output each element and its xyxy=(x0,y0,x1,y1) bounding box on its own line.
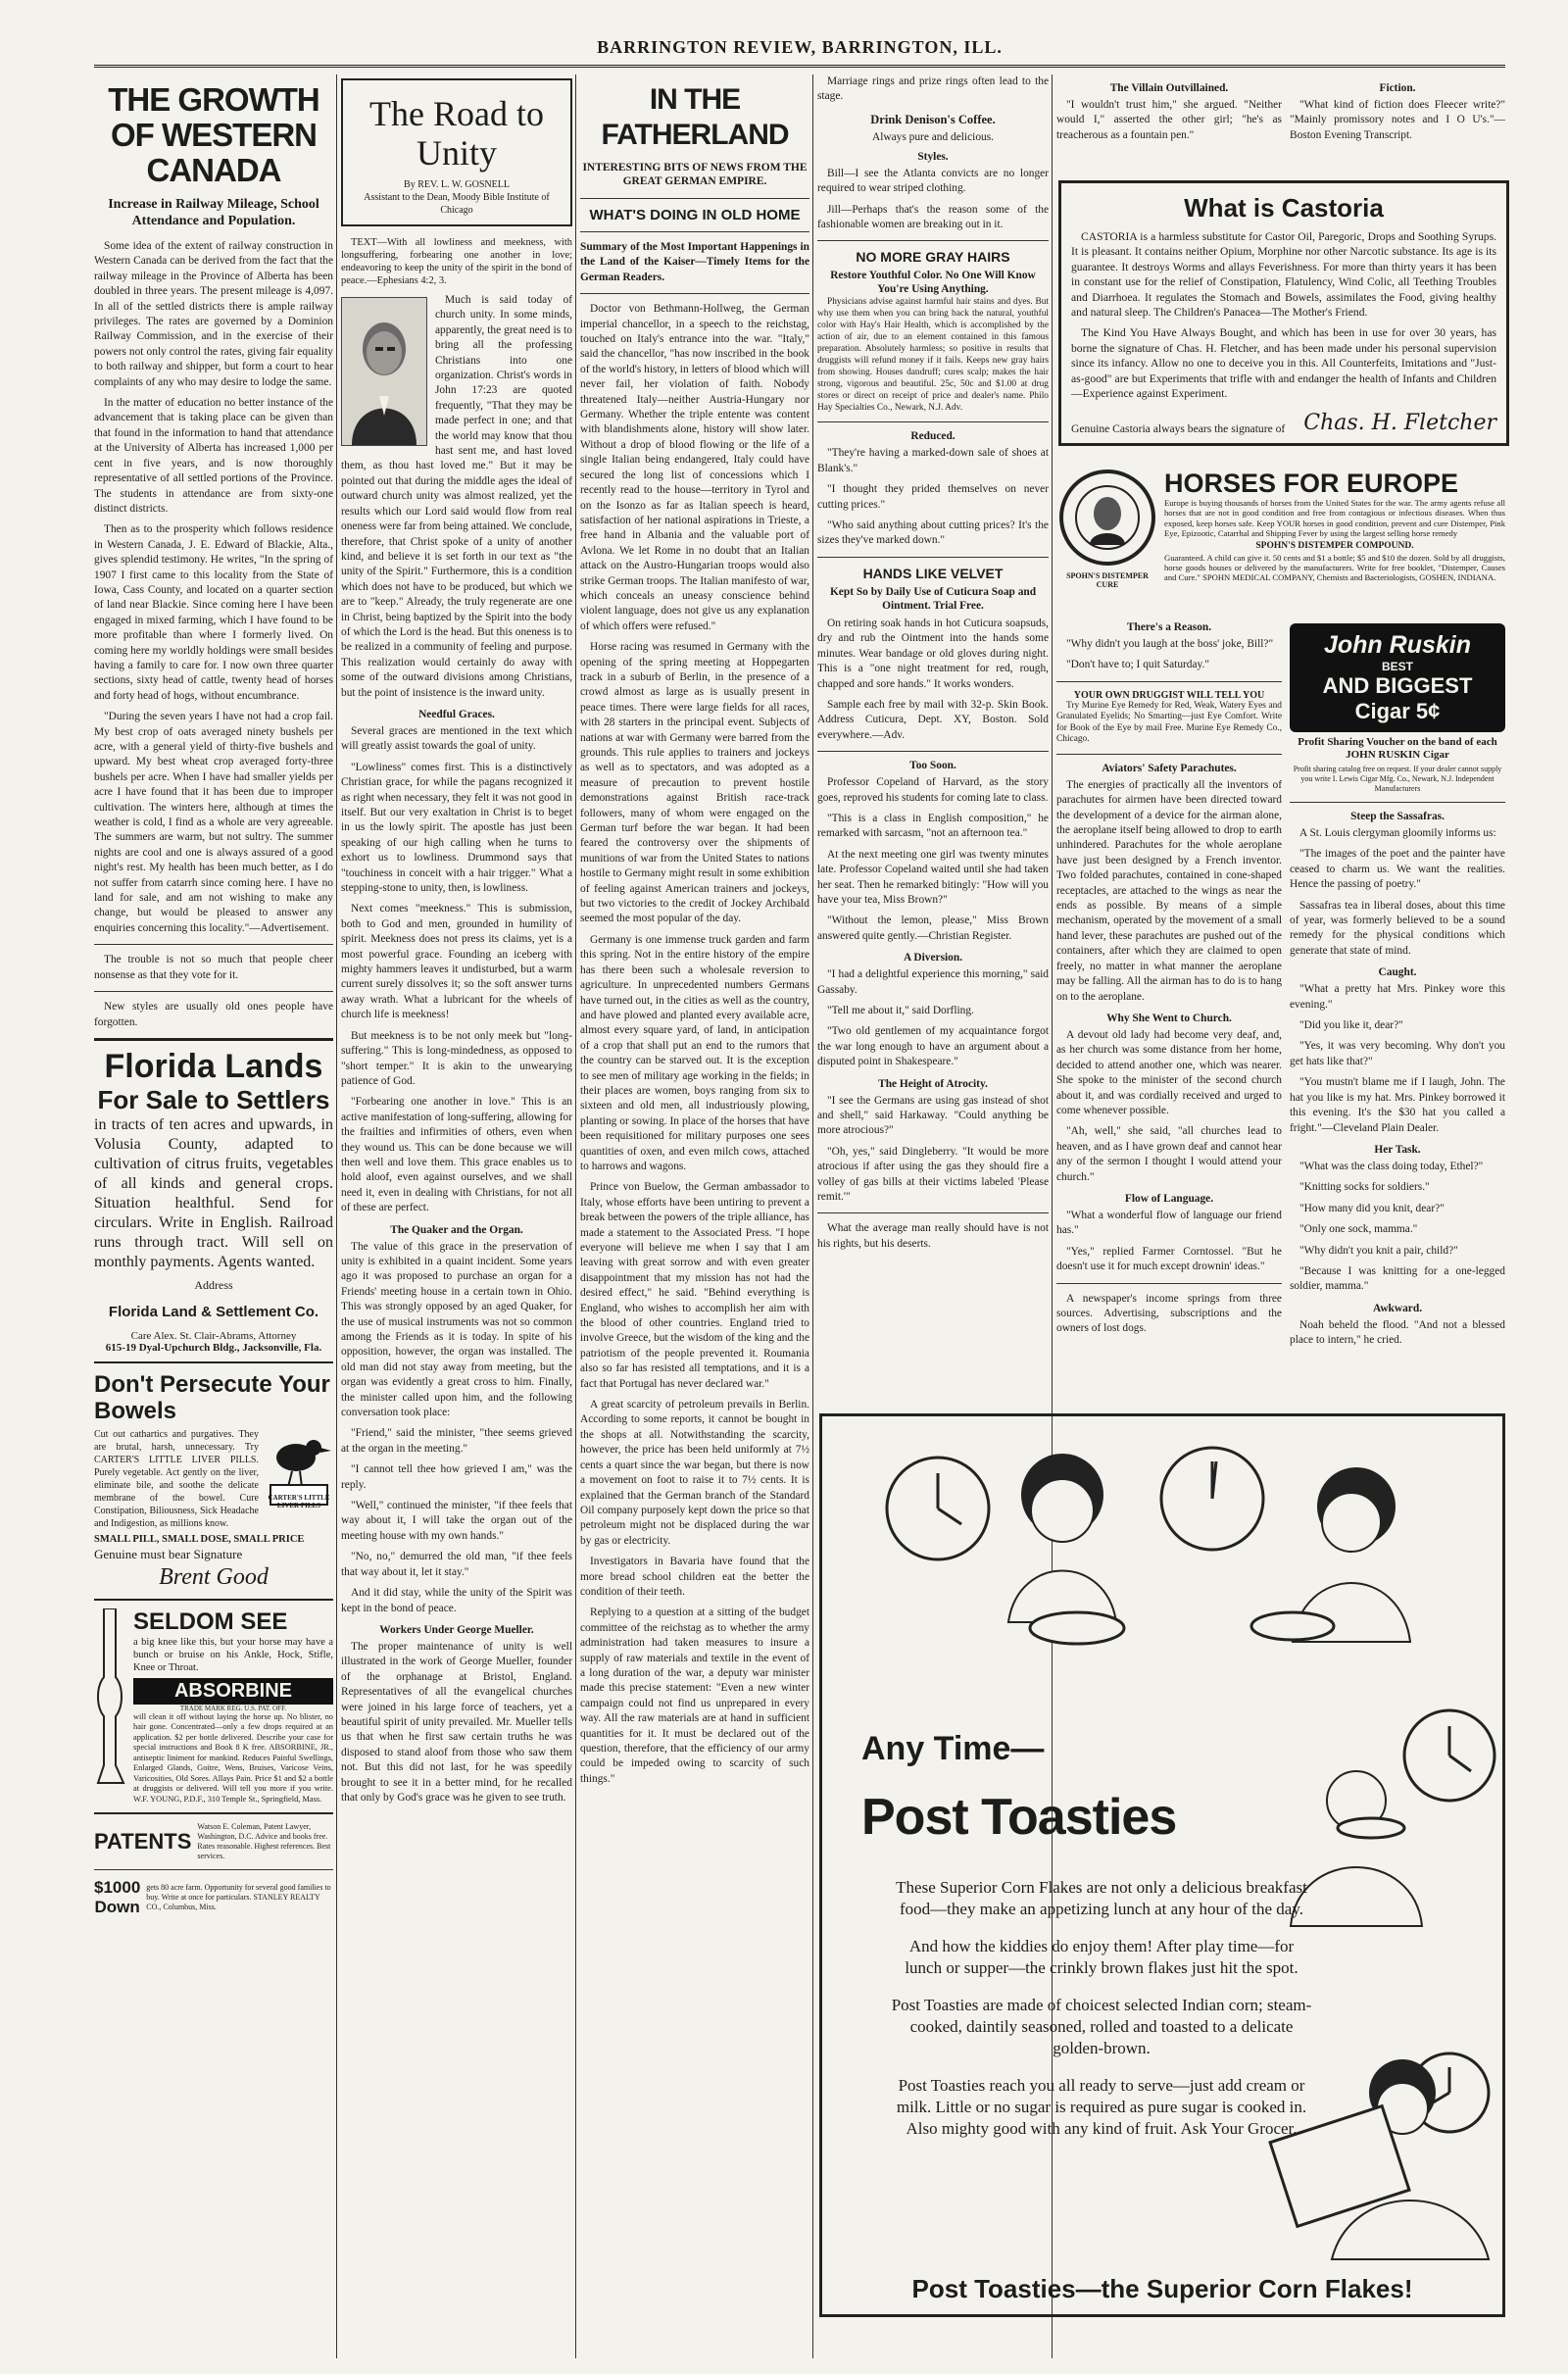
joke-line: At the next meeting one girl was twenty minutes late. Professor Copeland waited until she had taken her seat. Then he remarked bitingly: "How will you have your tea, Miss Brown?" xyxy=(817,848,1049,906)
carters-headline: Don't Persecute Your Bowels xyxy=(94,1370,330,1424)
castoria-body: The Kind You Have Always Bought, and which has been in use for over 30 years, has borne the signature of Chas. H. Fletcher, and has been made under his personal supervision since its infancy. Allow no one to deceive you in this. All Counterfeits, Imitations and "Just-as-good" are but Experiments that trifle with and endanger the health of Infants and Children—Experience against Experiment. xyxy=(1071,326,1496,401)
road-section-heading: The Quaker and the Organ. xyxy=(390,1223,523,1236)
joke-line: Professor Copeland of Harvard, as the story goes, reproved his students for coming late to class. xyxy=(817,776,1049,804)
florida-body: in tracts of ten acres and upwards, in Volusia County, adapted to cultivation of citrus fruits, vegetables of all kinds and general crops. Situation healthful. Send for circulars. Write in English. Railroad runs through tract. Will sell on monthly payments. Agents wanted. xyxy=(94,1115,333,1270)
castoria-headline: What is Castoria xyxy=(1184,193,1384,223)
article-paragraph: "Lowliness" comes first. This is a distinctively Christian grace, for while the pagans recognized it as right when necessary, they felt it was not good in itself. But our very exaltation in Christ is to beget in us the lowly spirit. The apostle has just been speaking of our high calling when he turns to exhort us to lowliness. Drummond says that "touchiness in conceit with a hair trigger." What a stepping-stone to unity, then, is lowliness. xyxy=(341,761,572,895)
spohn-badge-label: SPOHN'S DISTEMPER CURE xyxy=(1066,571,1149,589)
fatherland-deck: WHAT'S DOING IN OLD HOME xyxy=(589,207,801,223)
road-byline-title: Assistant to the Dean, Moody Bible Institute of Chicago xyxy=(364,192,550,216)
post-toasties-paragraph: Post Toasties are made of choicest selected Indian corn; steam-cooked, daintily seasoned, rolled and toasted to a delicate golden-brown. xyxy=(891,1996,1312,2057)
column-3 xyxy=(580,74,809,2358)
absorbine-tail: will clean it off without laying the horse up. No blister, no hair gone. Concentrated—only a few drops required at an application. $2 per bottle delivered. Describe your case for special instructions and Book 8 K free. ABSORBINE, JR., antiseptic liniment for mankind. Reduces Painful Swellings, Enlarged Glands, Goitre, Wens, Bruises, Varicose Veins, Varicosities, Old Sores. Allays Pain. Price $1 and $2 a bottle at druggists or delivered. Will tell you more if you write. W.F. YOUNG, P.D.F., 310 Temple St., Springfield, Mass. xyxy=(133,1711,333,1804)
joke-line: "Only one sock, mamma." xyxy=(1299,1223,1418,1236)
road-text: TEXT—With all lowliness and meekness, with longsuffering, forbearing one another in love; endeavoring to keep the unity of the spirit in the bond of peace.—Ephesians 4:2, 3. xyxy=(341,237,572,286)
castoria-signature-note: Genuine Castoria always bears the signature of xyxy=(1071,422,1286,436)
absorbine-headline: SELDOM SEE xyxy=(133,1607,288,1635)
joke-line: "What was the class doing today, Ethel?" xyxy=(1299,1160,1484,1172)
horses-tail: Guaranteed. A child can give it. 50 cents and $1 a bottle; $5 and $10 the dozen. Sold by all druggists, horse goods houses or delivered by the manufacturers. Write for free booklet, "Distemper, Causes and Cure." SPOHN MEDICAL COMPANY, Chemists and Bacteriologists, GOSHEN, INDIANA. xyxy=(1164,552,1505,583)
article-paragraph: Investigators in Bavaria have found that the more bread school children eat the better the condition of their teeth. xyxy=(580,1556,809,1598)
article-paragraph: "Forbearing one another in love." This is an active manifestation of long-suffering, allowing for the frailties and infirmities of others, even when they wound us. This can be done because we will then well and love them. This grace enables us to hold aloof, even against ourselves, and we shall need it, even in dealing with Christians, for not all of these are perfect. xyxy=(341,1096,572,1214)
article-paragraph: Horse racing was resumed in Germany with the opening of the spring meeting at Hoppegarten track in a suburb of Berlin, in the presence of a crowd almost as large as is usually present in peace times. There were large fields for all races, with 28 starters in the principal event. Subjects of nations at war with Germany were barred from the grounds. This rule applies to trainers and jockeys as well as to spectators, and was adopted as a measure of precaution to prevent hostile demonstrations against British race-track followers, many of whom were engaged on the German turf before the war began. It had been feared the controversy over the shipments of munitions of war from the United States to nations hostile to Germany might result in some exhibition of feeling against American trainers and jockeys, but two victories to the credit of Jockey Archibald seemed the most popular of the day. xyxy=(580,641,809,925)
divider xyxy=(94,1869,333,1870)
article-paragraph: On retiring soak hands in hot Cuticura soapsuds, dry and rub the Ointment into the hands some minutes. Wear bandage or old gloves during night. This is a "one night treatment for red, rough, chapped and sore hands." It works wonders. xyxy=(817,617,1049,690)
joke-heading: Fiction. xyxy=(1379,82,1416,94)
joke-line: Sassafras tea in liberal doses, about this time of year, was formerly believed to be a sound remedy for the physical conditions which generate that state of mind. xyxy=(1290,899,1505,957)
article-paragraph: Some idea of the extent of railway construction in Western Canada can be derived from the fact that the railway mileage in the Province of Alberta has been doubled in three years. The present mileage is 4,097. In all of the settled districts there is ample railway privileges. The rates are governed by a Dominion Railway Commission, and in the exercise of their powers not only control the rates, giving fair equality to both railway and shipper, but form a court to hear complaints of any who may desire to lodge the same. xyxy=(94,240,333,388)
divider xyxy=(817,751,1049,752)
article-heading: Aviators' Safety Parachutes. xyxy=(1102,762,1237,774)
florida-company: Florida Land & Settlement Co. xyxy=(108,1303,319,1320)
spohn-badge xyxy=(1058,469,1156,589)
ruskin-offer: Profit Sharing Voucher on the band of each JOHN RUSKIN Cigar xyxy=(1298,736,1497,761)
joke-line: "Did you like it, dear?" xyxy=(1299,1019,1403,1032)
divider xyxy=(580,198,809,199)
joke-line: "I wouldn't trust him," she argued. "Neither would I," asserted the other girl; "he's as treacherous as a fountain pen." xyxy=(1056,99,1282,141)
joke-line: "I had a delightful experience this morning," said Gassaby. xyxy=(817,968,1049,996)
carters-tagline: SMALL PILL, SMALL DOSE, SMALL PRICE xyxy=(94,1533,305,1545)
joke-line: "Two old gentlemen of my acquaintance forgot the war long enough to have an argument about a disputed point in Shakespeare." xyxy=(817,1025,1049,1068)
fatherland-summary: Summary of the Most Important Happenings in the Land of the Kaiser—Timely Items for the German Readers. xyxy=(580,241,809,283)
joke-line: "Yes," replied Farmer Corntossel. "But he doesn't use it for much except drownin' ideas." xyxy=(1056,1245,1282,1273)
joke-heading: There's a Reason. xyxy=(1126,621,1212,633)
castoria-signature: Chas. H. Fletcher xyxy=(1303,411,1496,436)
joke-heading: Reduced. xyxy=(910,430,956,443)
joke-line: "Oh, yes," said Dingleberry. "It would be more atrocious if after using the gas they should fire a volley of gas bills at their victims labeled 'Please remit.'" xyxy=(817,1145,1049,1204)
horses-headline: HORSES FOR EUROPE xyxy=(1164,469,1459,498)
horses-body: Europe is buying thousands of horses from the United States for the war. The army agents refuse all horses that are not in good condition and free from contagious or infectious diseases. When thus exposed, keep horses safe. Keep YOUR horses in good condition, prevent and cure Distemper, Pink Eye, Epizootic, Catarrhal and Shipping Fever by using the largest selling horse remedy xyxy=(1164,498,1505,539)
joke-line: "Who said anything about cutting prices? It's the sizes they've marked down." xyxy=(817,519,1049,547)
divider xyxy=(1056,1283,1282,1284)
joke-line: "What a wonderful flow of language our friend has." xyxy=(1056,1209,1282,1237)
joke-heading: A Diversion. xyxy=(903,952,963,964)
joke-line: "What kind of fiction does Fleecer write?" "Mainly promissory notes and I O U's."—Boston Evening Transcript. xyxy=(1290,99,1505,141)
article-paragraph: "No, no," demurred the old man, "if thee feels that way about it, let it stay." xyxy=(341,1551,572,1578)
author-portrait xyxy=(341,297,427,446)
horse-leg-icon xyxy=(94,1608,127,1795)
absorbine-trademark: TRADE MARK REG. U.S. PAT. OFF. xyxy=(179,1704,287,1712)
post-toasties-any-time: Any Time— xyxy=(861,1730,1045,1767)
joke-line: "The images of the poet and the painter have ceased to charm us. We want the realities. Hence the passing of poetry." xyxy=(1290,848,1505,891)
article-paragraph: Much is said today of church unity. In some minds, apparently, the great need is to bring all the professing Christians into one organization. Christ's words in John 17:23 are quoted frequently, "That they may be made perfect in one; and that the world may know that thou hast sent me, and hast loved them, as thou hast loved me." But it may be pointed out that during the middle ages the ideal of outward church unity was almost realized, yet the results which our Lord said would flow from real oneness were far from being attained. We conclude, therefore, that Christ spoke of a unity of another kind, and believe it is set forth in our text as "the unity of the Spirit." Furthermore, this is a condition which does not have to be produced, but which we are to "keep." Already, the truly regenerate are one in Christ, being baptized by the Spirit into the body of which the Lord is the head. But this oneness is to be realized in a community of feeling and purpose. This realization would certainly do away with some of the outward divisions among Christians, but the point of insistence is the inward unity. xyxy=(341,294,572,699)
joke-heading: Caught. xyxy=(1378,966,1417,979)
column-rule xyxy=(575,74,576,2358)
post-toasties-name: Post Toasties xyxy=(861,1789,1177,1846)
coffee-ad-tagline: Always pure and delicious. xyxy=(871,130,994,143)
joke-line: A St. Louis clergyman gloomily informs us: xyxy=(1299,827,1496,839)
masthead: BARRINGTON REVIEW, BARRINGTON, ILL. xyxy=(94,37,1505,68)
carters-signature: Brent Good xyxy=(159,1563,269,1590)
patents-headline: PATENTS xyxy=(94,1829,192,1855)
divider xyxy=(817,1212,1049,1213)
article-paragraph: "I cannot tell thee how grieved I am," was the reply. xyxy=(341,1463,572,1491)
absorbine-ad xyxy=(94,1608,333,1805)
divider xyxy=(94,1599,333,1601)
horses-for-europe-ad xyxy=(1058,469,1505,589)
absorbine-body: a big knee like this, but your horse may have a bunch or bruise on his Ankle, Hock, Stifle, Knee or Throat. xyxy=(133,1636,333,1673)
post-toasties-paragraph: Post Toasties reach you all ready to serve—just add cream or milk. Little or no sugar is required as pure sugar is cooked in. Also mighty good with any kind of fruit. Ask Your Grocer. xyxy=(896,2076,1307,2138)
article-paragraph: Then as to the prosperity which follows residence in Western Canada, J. E. Edward of Blackie, Alta., gives splendid testimony. He writes, "In the spring of 1907 I first came to this locality from the State of Iowa, Cass County, and located on a quarter section of land near Blackie. Since coming here I have been engaged in mixed farming, which I have found to be more profitable than where I formerly lived. On coming here my worldly holdings were small besides having a family to care for. I now own three quarter sections, sixty head of cattle, twenty head of horses and forty head of hogs, without encumbrance. xyxy=(94,523,333,702)
article-paragraph: Next comes "meekness." This is submission, both to God and men, grounded in humility of spirit. Meekness does not press its claims, yet is a most powerful grace. Founding an iceberg with mighty hammers leaves it undisturbed, but a warm current surely dissolves it; so the soft answer turns away wrath. What a lubricant for the wheels of church life is meekness! xyxy=(341,903,572,1021)
divider xyxy=(94,944,333,945)
article-paragraph: Germany is one immense truck garden and farm this spring. Not in the entire history of the empire has there been such a wholesale reversion to agriculture. In unprecedented numbers Germans have turned out, in the cities as well as the country, and have plowed and planted every available acre, almost every square yard, of land, in anticipation of a crop that shall put an end to the rumors that the country can be starved out. It is the exception to see men of military age working in the fields; in their places are women, boys ranging from six to sixteen and old men, all industriously plowing, planting or sowing. In place of the horses that have been requisitioned for military purposes one sees quantities of oxen, and even milch cows, attached to harrows and wagons. xyxy=(580,933,809,1172)
gray-hairs-subhead: Restore Youthful Color. No One Will Know You're Using Anything. xyxy=(830,270,1036,296)
joke-line: "Why didn't you knit a pair, child?" xyxy=(1299,1244,1458,1257)
joke-heading: Awkward. xyxy=(1372,1302,1423,1314)
joke-line: "I thought they prided themselves on never cutting prices." xyxy=(817,483,1049,511)
florida-care: Care Alex. St. Clair-Abrams, Attorney xyxy=(130,1329,297,1342)
divider xyxy=(580,231,809,232)
canada-subhead: Increase in Railway Mileage, School Attendance and Population. xyxy=(108,197,319,228)
joke-line: "Yes, it was very becoming. Why don't you get hats like that?" xyxy=(1290,1040,1505,1067)
article-paragraph: "Friend," said the minister, "thee seems grieved at the organ in the meeting." xyxy=(341,1427,572,1455)
post-toasties-paragraph: And how the kiddies do enjoy them! After play time—for lunch or supper—the crinkly brown flakes just hit the spot. xyxy=(905,1937,1298,1977)
joke-line: "Why didn't you laugh at the boss' joke, Bill?" xyxy=(1066,638,1274,650)
farm-headline: $1000 Down xyxy=(94,1878,141,1917)
filler-item: Marriage rings and prize rings often lead to the stage. xyxy=(817,75,1049,103)
post-toasties-illustration xyxy=(822,1416,1502,2314)
ruskin-brand: John Ruskin xyxy=(1323,631,1471,659)
joke-line: "Tell me about it," said Dorfling. xyxy=(827,1005,974,1016)
article-paragraph: The value of this grace in the preservation of unity is exhibited in a quaint incident. Some years ago it was proposed to purchase an organ for a Friends' meeting house in a certain town in Ohio. This was strongly opposed by an aged Quaker, for the use of musical instruments was not so common among the Friends as it is today. In spite of his opposition, however, the organ was installed. The old man did not stay away from meeting, but the organ was evidently a great cross to him. Finally, the minister called upon him, and the following conversation took place: xyxy=(341,1240,572,1419)
article-paragraph: The energies of practically all the inventors of parachutes for airmen have been directed toward the development of a device for the airman alone, the aeroplane itself being allowed to drop to earth unhindered. Parachutes for the whole aeroplane have just been designed by a French inventor. Two folded parachutes, contained in cone-shaped receptacles, are attached to the wings as near the ends as possible. By means of a simple mechanism, operated by the movement of a small hand lever, these parachutes are pushed out of the containers, after which they are claimed to open freely, no matter in what manner the aeroplane may be falling. All the airman has to do is to hang on to the aeroplane. xyxy=(1056,778,1282,1003)
divider xyxy=(1056,754,1282,755)
joke-heading: Styles. xyxy=(917,150,949,163)
joke-line: "What a pretty hat Mrs. Pinkey wore this evening." xyxy=(1290,983,1505,1011)
filler-item: A newspaper's income springs from three sources. Advertising, subscriptions and the owners of lost dogs. xyxy=(1056,1292,1282,1335)
murine-headline: YOUR OWN DRUGGIST WILL TELL YOU xyxy=(1073,689,1265,701)
column-5 xyxy=(1056,614,1282,1406)
canada-headline: THE GROWTH OF WESTERN CANADA xyxy=(108,81,319,188)
column-6 xyxy=(1290,614,1505,1406)
joke-line: "Knitting socks for soldiers." xyxy=(1299,1181,1430,1194)
road-headline: The Road to Unity xyxy=(369,94,544,173)
horses-product: SPOHN'S DISTEMPER COMPOUND. xyxy=(1255,540,1414,551)
joke-line: "You mustn't blame me if I laugh, John. The hat you like is my hat. Mrs. Pinkey borrowed it this evening. It's the $30 hat you called a fright."—Cleveland Plain Dealer. xyxy=(1290,1076,1505,1134)
patents-body: Watson E. Coleman, Patent Lawyer, Washington, D.C. Advice and books free. Rates reasonable. Highest references. Best services. xyxy=(197,1822,331,1861)
divider xyxy=(94,1812,333,1814)
fatherland-subhead: INTERESTING BITS OF NEWS FROM THE GREAT GERMAN EMPIRE. xyxy=(582,162,808,187)
joke-heading: Flow of Language. xyxy=(1124,1192,1214,1205)
carters-genuine: Genuine must bear Signature xyxy=(94,1546,243,1561)
filler-item: What the average man really should have is not his rights, but his deserts. xyxy=(817,1222,1049,1250)
florida-lands-ad xyxy=(94,1049,333,1354)
divider xyxy=(817,421,1049,422)
joke-line: "How many did you knit, dear?" xyxy=(1299,1202,1445,1214)
ruskin-cigar: AND BIGGEST Cigar 5¢ xyxy=(1322,673,1473,723)
castoria-body: CASTORIA is a harmless substitute for Castor Oil, Paregoric, Drops and Soothing Syrups. It is pleasant. It contains neither Opium, Morphine nor other Narcotic substance. Its age is its guarantee. It destroys Worms and allays Feverishness. For more than thirty years it has been in constant use for the relief of Constipation, Flatulency, Wind Colic, all Teething Troubles and Diarrhoea. It regulates the Stomach and Bowels, assimilates the Food, giving healthy and natural sleep. The Children's Panacea—The Mother's Friend. xyxy=(1071,230,1496,320)
divider xyxy=(94,1038,333,1041)
post-toasties-paragraph: These Superior Corn Flakes are not only a delicious breakfast food—they make an appetizing lunch at any hour of the day. xyxy=(896,1878,1307,1918)
joke-line: "They're having a marked-down sale of shoes at Blank's." xyxy=(817,447,1049,474)
column-rule xyxy=(812,74,813,2358)
joke-line: "Because I was knitting for a one-legged soldier, mamma." xyxy=(1290,1264,1505,1293)
article-paragraph: Sample each free by mail with 32-p. Skin Book. Address Cuticura, Dept. XY, Boston. Sold everywhere.—Adv. xyxy=(817,698,1049,741)
joke-line: Bill—I see the Atlanta convicts are no longer required to wear striped clothing. xyxy=(817,167,1049,195)
article-paragraph: Replying to a question at a sitting of the budget committee of the reichstag as to whether the army administration had taken measures to insure a supply of raw materials and textile in the event of a long duration of the war, a deputy war minister made this precise statement: "Even a new winter campaign could not find us unprepared in every way. All the raw materials are at hand in sufficient quantities for it. It must be declared out of the question, therefore, that the efficiency of our army could be impeded owing to scarcity of such things." xyxy=(580,1607,809,1785)
post-toasties-copy xyxy=(891,1877,1312,2155)
farm-body: gets 80 acre farm. Opportunity for several good families to buy. Write at once for particulars. STANLEY REALTY CO., Columbus, Miss. xyxy=(146,1883,331,1912)
carters-ad xyxy=(94,1371,333,1591)
carters-box-label: CARTER'S LITTLE LIVER PILLS xyxy=(268,1493,330,1509)
divider xyxy=(817,557,1049,558)
murine-body: Try Murine Eye Remedy for Red, Weak, Watery Eyes and Granulated Eyelids; No Smarting—just Eye Comfort. Write for Book of the Eye by mail Free. Murine Eye Remedy Co., Chicago. xyxy=(1056,700,1282,745)
filler-item: The trouble is not so much that people cheer nonsense as that they vote for it. xyxy=(94,954,333,981)
castoria-ad xyxy=(1058,180,1509,446)
article-paragraph: Doctor von Bethmann-Hollweg, the German imperial chancellor, in a speech to the reichstag, touched on Italy's entrance into the war. "Italy," said the chancellor, "has now inscribed in the book of the world's history, in letters of blood which will never fail, her violation of faith. Nobody threatened Italy—neither Austria-Hungary nor Germany. Whether the triple entente was content with blandishments alone, history will show later. Without a drop of blood flowing or the life of a single Italian being endangered, Italy could have secured the long list of concessions which I recently read to the house—territory in Tyrol and on the Isonzo as far as Italian speech is heard, satisfaction of her national aspirations in Trieste, a free hand in Albania and the valuable port of Avlona. We let Rome in no doubt that an Italian attack on the Austro-Hungarian troops would also strike German troops. The Italian manifesto of war, which conceals an uneasy conscience behind violent language, does not give us any explanation of which offers were refused." xyxy=(580,303,809,632)
florida-address-label: Address xyxy=(194,1277,233,1292)
article-paragraph: "During the seven years I have not had a crop fail. My best crop of oats averaged ninety bushels per acre, with a general yield of thirty-five bushels and upward. My best wheat crop averaged forty-three bushels per acre. When I have had smaller yields per acre I have found that it has been due to improper cultivation. The winters here, although at times the weather is cold, I find as a whole are very agreeable. The summers are warm, but not sultry. The summer nights are cool and one is always assured of a good night's rest. My health has been much better, as I do not suffer from catarrh since coming here. I have no land for sale, and am not wishing to make any change, but would be pleased to answer any enquiries concerning this locality."—Advertisement. xyxy=(94,711,333,934)
article-paragraph: In the matter of education no better instance of the advancement that is taking place can be given than that found in the information to hand that attendance at the University of Alberta has increased 1,000 per cent in five years, and is now thoroughly representative of all settled portions of the Province. The students in attendance are from sixty-one distinct districts. xyxy=(94,397,333,515)
joke-line: "Don't have to; I quit Saturday." xyxy=(1066,659,1210,671)
post-toasties-title xyxy=(861,1730,1351,1847)
ruskin-small-print: Profit sharing catalog free on request. If your dealer cannot supply you write I. Lewis Cigar Mfg. Co., Newark, N.J. Independent Manufacturers xyxy=(1293,765,1502,793)
joke-line: Noah beheld the flood. "And not a blessed place to intern," he cried. xyxy=(1290,1318,1505,1347)
road-section-heading: Needful Graces. xyxy=(418,708,495,720)
cuticura-subhead: Kept So by Daily Use of Cuticura Soap and Ointment. Trial Free. xyxy=(829,585,1037,612)
crow-and-pill-box xyxy=(265,1428,333,1509)
cuticura-headline: HANDS LIKE VELVET xyxy=(862,565,1004,581)
joke-heading: Too Soon. xyxy=(909,760,956,772)
column-1 xyxy=(94,74,333,2358)
joke-line: "Without the lemon, please," Miss Brown answered quite gently.—Christian Register. xyxy=(817,915,1049,942)
column-5-top xyxy=(1056,74,1282,176)
joke-line: A devout old lady had become very deaf, and, as her church was some distance from her home, decided to attend another one, which was nearer. She spoke to the minister of the second church about it, and was cordially received and urged to come whenever possible. xyxy=(1056,1028,1282,1116)
road-section-heading: Workers Under George Mueller. xyxy=(379,1623,534,1636)
article-paragraph: "Well," continued the minister, "if thee feels that way about it, I will take the organ out of the meeting house with my own hands." xyxy=(341,1500,572,1542)
joke-line: Jill—Perhaps that's the reason some of the fashionable women are breaking out in it. xyxy=(817,203,1049,231)
divider xyxy=(817,240,1049,241)
column-4 xyxy=(817,74,1049,1408)
coffee-ad: Drink Denison's Coffee. xyxy=(870,112,996,126)
florida-street: 615-19 Dyal-Upchurch Bldg., Jacksonville, Fla. xyxy=(105,1341,322,1354)
article-paragraph: But meekness is to be not only meek but "long-suffering." This is long-mindedness, as opposed to "short temper." It is akin to the unwearying patience of God. xyxy=(341,1029,572,1087)
column-2 xyxy=(341,74,572,2358)
joke-line: "Ah, well," she said, "all churches lead to heaven, and as I have grown deaf and cannot hear any of the sermon I thought I would attend your church." xyxy=(1056,1125,1282,1183)
filler-item: New styles are usually old ones people have forgotten. xyxy=(94,1001,333,1028)
patents-ad xyxy=(94,1822,333,1861)
joke-line: "This is a class in English composition," he remarked with sarcasm, "not an afternoon tea." xyxy=(817,812,1049,840)
joke-heading: Her Task. xyxy=(1374,1143,1421,1156)
farm-ad xyxy=(94,1878,333,1917)
gray-hairs-body: Physicians advise against harmful hair stains and dyes. But why use them when you can bring back the natural, youthful color with Hay's Hair Health, which is accomplished by the action of air, due to an element contained in this famous preparation. Absolutely harmless; so positive in results that druggists will refund money if it fails. Keeps new gray hairs from showing. Houses dandruff; cures scalp; makes the hair strong, vigorous and beautiful. 25c, 50c and $1.00 at drug stores or direct on receipt of price and dealer's name. Philo Hay Specialties Co., Newark, N.J. Adv. xyxy=(817,297,1049,414)
joke-heading: The Villain Outvillained. xyxy=(1109,82,1229,94)
post-toasties-ad xyxy=(819,1413,1505,2317)
article-paragraph: Prince von Buelow, the German ambassador to Italy, whose efforts have been untiring to prevent a break between the powers of the triple alliance, has made a statement to the Associated Press. "I hope everyone will believe me when I say that I am leaving with great sorrow and with even greater disappointment that my mission has not had the desired effect," he said. "Behind everything is England, who wishes to accomplish her aim with the blood of other countries. England tried to involve Greece, but the wisdom of the king and the patriotism of the people prevented it. Roumania also so far has resisted all temptations, and it is a fact that Portugal has never declared war." xyxy=(580,1181,809,1390)
ruskin-best: BEST xyxy=(1381,660,1413,673)
joke-heading: Why She Went to Church. xyxy=(1106,1012,1232,1024)
column-6-top xyxy=(1290,74,1505,176)
gray-hairs-headline: NO MORE GRAY HAIRS xyxy=(856,249,1010,266)
road-byline: By REV. L. W. GOSNELL xyxy=(404,179,510,190)
absorbine-brand: ABSORBINE xyxy=(133,1678,333,1705)
road-to-unity-header xyxy=(341,78,572,226)
florida-headline: Florida Lands xyxy=(104,1047,323,1085)
divider xyxy=(1056,681,1282,682)
carters-body: Cut out cathartics and purgatives. They are brutal, harsh, unnecessary. Try CARTER'S LITTLE LIVER PILLS. Purely vegetable. Act gently on the liver, eliminate bile, and soothe the delicate membrane of the bowel. Cure Constipation, Biliousness, Sick Headache and Indigestion, as millions know. xyxy=(94,1428,259,1529)
post-toasties-slogan: Post Toasties—the Superior Corn Flakes! xyxy=(911,2274,1413,2303)
horse-medicine-icon xyxy=(1058,469,1156,567)
article-paragraph: The proper maintenance of unity is well illustrated in the work of George Mueller, founder of the orphanage at Bristol, England. Representatives of all the evangelical churches were joined in his large force of teachers, yet a beautiful spirit of unity prevailed. Mr. Mueller tells us that when he first saw certain truths he was disposed to stand aloof from those who saw them not. But this did not last, for he was speedily brought to see it in a better mind, for he recalled that only by God's grace was he given to see truth. xyxy=(341,1640,572,1804)
florida-subhead: For Sale to Settlers xyxy=(97,1084,330,1114)
john-ruskin-cigar-ad xyxy=(1290,623,1505,732)
divider xyxy=(94,991,333,992)
divider xyxy=(94,1361,333,1363)
joke-heading: The Height of Atrocity. xyxy=(878,1077,988,1090)
fatherland-headline: IN THE FATHERLAND xyxy=(601,83,789,151)
joke-heading: Steep the Sassafras. xyxy=(1350,811,1445,822)
column-rule xyxy=(336,74,337,2358)
divider xyxy=(580,293,809,294)
article-paragraph: A great scarcity of petroleum prevails in Berlin. According to some reports, it cannot be bought in the shops at all. Notwithstanding the scarcity, however, the price has been held uniformly at 7½ cents a quart since the war began, but there is now a movement on foot to raise it to 7½ cents. It is explained that the German branch of the Standard Oil company purposely kept down the price so that petroleum might not be displaced during the war by gas or electricity. xyxy=(580,1399,809,1547)
divider xyxy=(1290,802,1505,803)
article-paragraph: Several graces are mentioned in the text which will greatly assist towards the goal of unity. xyxy=(341,724,572,753)
joke-line: "I see the Germans are using gas instead of shot and shell," said Harkaway. "Could anything be more atrocious?" xyxy=(817,1094,1049,1137)
article-paragraph: And it did stay, while the unity of the Spirit was kept in the bond of peace. xyxy=(341,1587,572,1614)
